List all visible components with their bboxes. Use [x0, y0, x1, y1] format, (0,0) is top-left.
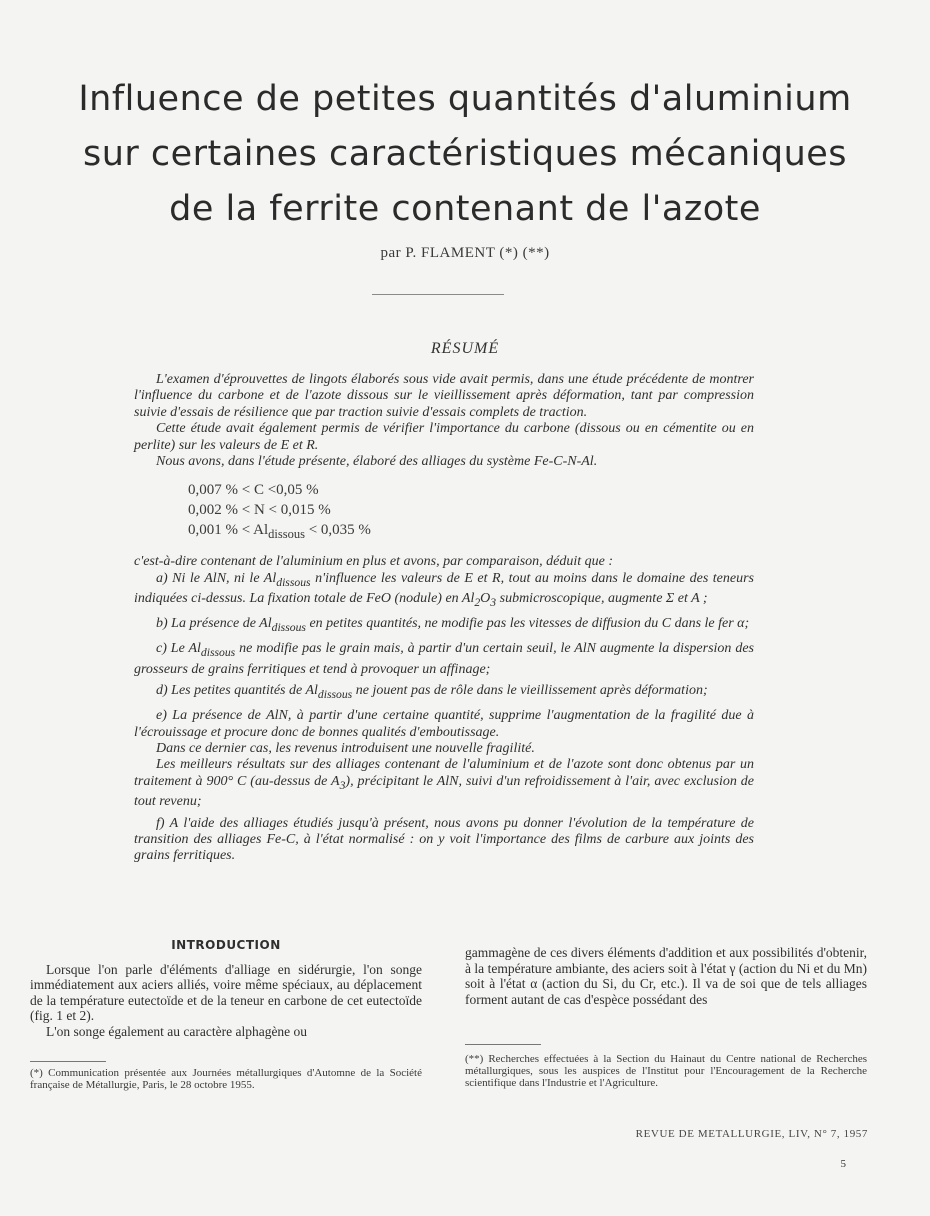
abstract-paragraph-3: Nous avons, dans l'étude présente, élaboré des alliages du système Fe-C-N-Al.	[156, 454, 598, 470]
abstract-item-b: b) La présence de $Al_{dissous}$ en petites quantités, ne modifie pas les vitesses de diffusion du C dans le fer α;	[156, 616, 750, 635]
title-line-1: Influence de petites quantités d'aluminium	[78, 79, 852, 119]
abstract-item-d: d) Les petites quantités de $Al_{dissous}$ ne jouent pas de rôle dans le vieillissement après déformation;	[156, 683, 708, 701]
abstract-item-e-result: Les meilleurs résultats sur des alliages contenant de l'aluminium et de l'azote sont donc obtenus par un traitement à 900° C (au-dessus de $A_3$), précipitant le AlN, suivi d'un refroidissement à l'air, avec exclusion de tout revenu;	[134, 757, 754, 810]
abstract-paragraph-2: Cette étude avait également permis de vérifier l'importance du carbone (dissous ou en cémentite ou en perlite) sur les valeurs de E et R.	[134, 421, 754, 453]
abstract-item-a: a) Ni le AlN, ni le $Al_{dissous}$ n'influence les valeurs de E et R, tout au moins dans le domaine des teneurs indiquées ci-dessus. La fixation totale de FeO (nodule) en $Al_2O_3$ submicroscopique, augmente Σ et A ;	[134, 570, 754, 609]
title-line-2: sur certaines caractéristiques mécaniques	[82, 134, 848, 174]
title-divider	[372, 294, 504, 295]
footnote-rule-right	[465, 1044, 541, 1045]
introduction-heading: INTRODUCTION	[171, 938, 281, 952]
composition-ranges	[188, 480, 754, 544]
introduction-paragraph-1: Lorsque l'on parle d'éléments d'alliage en sidérurgie, l'on songe immédiatement aux aciers alliés, voire même spéciaux, au déplacement de la température eutectoïde et de la teneur en carbone de cet eutectoïde (fig. 1 et 2).	[30, 961, 422, 1023]
formula-carbon: 0,007 % < C <0,05 %	[188, 482, 319, 499]
introduction-left-column	[30, 938, 422, 1039]
abstract-item-c: c) Le $Al_{dissous}$ ne modifie pas le grain mais, à partir d'un certain seuil, le AlN augmente la dispersion des grosseurs de grains ferritiques et tend à provoquer un affinage;	[134, 641, 754, 677]
footnote-rule-left	[30, 1061, 106, 1062]
abstract-conclusion-intro: c'est-à-dire contenant de l'aluminium en plus et avons, par comparaison, déduit que :	[134, 554, 614, 570]
page-number: 5	[840, 1158, 846, 1170]
author-line: par P. FLAMENT (*) (**)	[380, 245, 550, 261]
title-line-3: de la ferrite contenant de l'azote	[169, 189, 761, 229]
introduction-continuation: gammagène de ces divers éléments d'addition et aux possibilités d'obtenir, à la température ambiante, des aciers soit à l'état γ (action du Ni et du Mn) soit à l'état α (action du Si, du Cr, etc.). Il va de soi que de tels alliages forment autant de cas d'espèce possédant des	[465, 945, 867, 1007]
abstract-item-e-note: Dans ce dernier cas, les revenus introduisent une nouvelle fragilité.	[156, 741, 535, 757]
footnote-left: (*) Communication présentée aux Journées métallurgiques d'Automne de la Société française de Métallurgie, Paris, le 28 octobre 1955.	[30, 1067, 422, 1091]
abstract	[134, 372, 754, 865]
article-title	[0, 72, 930, 237]
journal-reference: REVUE DE METALLURGIE, LIV, N° 7, 1957	[635, 1128, 868, 1140]
footnote-right: (**) Recherches effectuées à la Section du Hainaut du Centre national de Recherches métallurgiques, sous les auspices de l'Institut pour l'Encouragement de la Recherche scientifique dans l'Industrie et l'Agriculture.	[465, 1053, 867, 1089]
abstract-paragraph-1: L'examen d'éprouvettes de lingots élaborés sous vide avait permis, dans une étude précédente de montrer l'influence du carbone et de l'azote dissous sur le vieillissement après déformation, tant par compression suivie d'essais de résilience que par traction suivie d'essais complets de traction.	[134, 372, 754, 420]
abstract-item-f: f) A l'aide des alliages étudiés jusqu'à présent, nous avons pu donner l'évolution de la température de transition des alliages Fe-C, à l'état normalisé : on y voit l'importance des films de carbure aux joints des grains ferritiques.	[134, 815, 754, 864]
introduction-right-column	[465, 945, 867, 1007]
resume-heading: RÉSUMÉ	[430, 340, 500, 357]
formula-nitrogen: 0,002 % < N < 0,015 %	[188, 502, 331, 519]
formula-aluminium: 0,001 % < $Al_{dissous} < 0,035$ %	[188, 522, 371, 542]
abstract-item-e: e) La présence de AlN, à partir d'une certaine quantité, supprime l'augmentation de la fragilité due à l'écrouissage et procure donc de bonnes qualités d'emboutissage.	[134, 708, 754, 740]
introduction-paragraph-2: L'on songe également au caractère alphagène ou	[46, 1023, 308, 1039]
